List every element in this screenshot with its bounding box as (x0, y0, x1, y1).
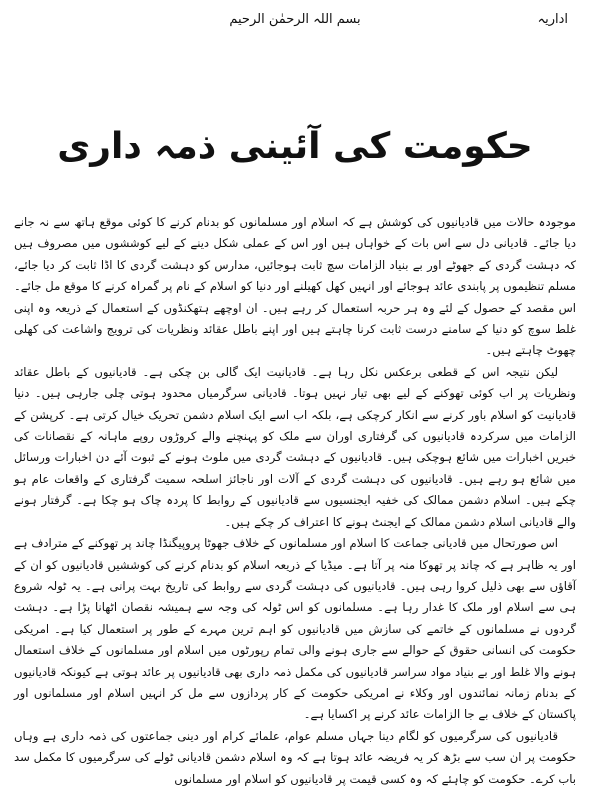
page-title: حکومت کی آئینی ذمہ داری (57, 126, 533, 167)
paragraph-4: قادیانیوں کی سرگرمیوں کو لگام دینا جہاں مسلم عوام، علمائے کرام اور دینی جماعتوں کی ذمہ داری ہے وہاں حکومت پر ان سب سے بڑھ کر یہ فریضہ عائد ہوتا ہے کہ وہ اسلام دشمن قادیانی ٹولے کی سرگرمیوں کا مکمل سد باب کرے۔ حکومت کو چاہئے کہ وہ کسی قیمت پر قادیانیوں کو اسلام اور مسلمانوں (14, 728, 576, 786)
paragraph-1: موجودہ حالات میں قادیانیوں کی کوشش ہے کہ اسلام اور مسلمانوں کو بدنام کرنے کا کوئی موقع ہاتھ سے نہ جانے دیا جائے۔ قادیانی دل سے اس بات کے خواہاں ہیں اور اس کے عملی شکل دینے کے لیے کوششوں میں مصروف ہیں کہ دہشت گردی کے جھوٹے اور بے بنیاد الزامات سچ ثابت ہوجائیں، مدارس کو دہشت گردی کا اڈا ثابت کر دیا جائے، مسلم تنظیموں پر پابندی عائد ہوجائے اور انہیں کھل کھیلنے اور دنیا کو اسلام کے نام پر گمراہ کرنے کا موقع مل جائے۔ اس مقصد کے حصول کے لئے وہ ہر حربہ استعمال کر رہے ہیں۔ ان اوچھے ہتھکنڈوں کے استعمال کے ذریعہ وہ اپنی غلط سوچ کو دنیا کے سامنے درست ثابت کرنا چاہتے ہیں اور اپنے باطل عقائد ونظریات کی ترویج واشاعت کی کھلی چھوٹ چاہتے ہیں۔ (14, 215, 576, 358)
bismillah: بسم اللہ الرحمٰن الرحیم (229, 12, 361, 27)
paragraph-2: لیکن نتیجہ اس کے قطعی برعکس نکل رہا ہے۔ قادیانیت ایک گالی بن چکی ہے۔ قادیانیوں کے باطل عقائد ونظریات پر اب کوئی تھوکنے کے لیے بھی تیار نہیں ہوتا۔ قادیانی سرگرمیاں محدود ہوتی چلی جارہی ہیں۔ دنیا قادیانیت کو اسلام باور کرنے سے انکار کرچکی ہے، بلکہ اب اسے ایک اسلام دشمن تحریک خیال کرتی ہے۔ کرپشن کے الزامات میں سرکردہ قادیانیوں کی گرفتاری اوران سے ملک کو پہنچنے والے کروڑوں روپے ماہانہ کے نقصانات کی خبریں اخبارات میں شائع ہوچکی ہیں۔ قادیانیوں کے دہشت گردی میں ملوث ہونے کے ثبوت آئے دن اخبارات ورسائل میں شائع ہو رہے ہیں۔ قادیانیوں کی دہشت گردی کے آلات اور ناجائز اسلحہ سمیت گرفتاری کے واقعات عام ہو چکے ہیں۔ اسلام دشمن ممالک کی خفیہ ایجنسیوں سے قادیانیوں کے روابط کا پردہ چاک ہو چکا ہے۔ گرفتار ہونے والے قادیانی اسلام دشمن ممالک کے ایجنٹ ہونے کا اعتراف کر چکے ہیں۔ (14, 364, 576, 529)
paragraph-3: اس صورتحال میں قادیانی جماعت کا اسلام اور مسلمانوں کے خلاف جھوٹا پروپیگنڈا چاند پر تھوکنے کے مترادف ہے اور یہ ظاہر ہے کہ چاند پر تھوکا منہ پر آتا ہے۔ میڈیا کے ذریعہ اسلام کو بدنام کرنے کی کوششیں قادیانیوں کو ان کے آقاؤں سے بھی ذلیل کروا رہی ہیں۔ قادیانیوں کی دہشت گردی سے روابط کی تاریخ بہت پرانی ہے۔ یہ ٹولہ شروع ہی سے اسلام اور ملک کا غدار رہا ہے۔ مسلمانوں کو اس ٹولہ کی وجہ سے ہمیشہ نقصان اٹھانا پڑا ہے۔ دہشت گردوں نے مسلمانوں کے خاتمے کی سازش میں قادیانیوں کو اہم ترین مہرے کے طور پر استعمال کیا ہے۔ امریکی حکومت کی انسانی حقوق کے حوالے سے جاری ہونے والی تمام رپورٹوں میں اسلام اور مسلمانوں کے خلاف استعمال ہونے والا غلط اور بے بنیاد مواد سراسر قادیانیوں کی مکمل ذمہ داری بھی قادیانیوں پر عائد ہوتی ہے کیونکہ قادیانیوں کے بدنام زمانہ نمائندوں اور وکلاء نے امریکی حکومت کے کار پردازوں سے مل کر انہیں اسلام اور مسلمانوں اور پاکستان کے خلاف بے جا الزامات عائد کرنے پر اکسایا ہے۔ (14, 536, 576, 722)
article-body (14, 212, 576, 790)
section-label: اداریہ (537, 12, 568, 27)
